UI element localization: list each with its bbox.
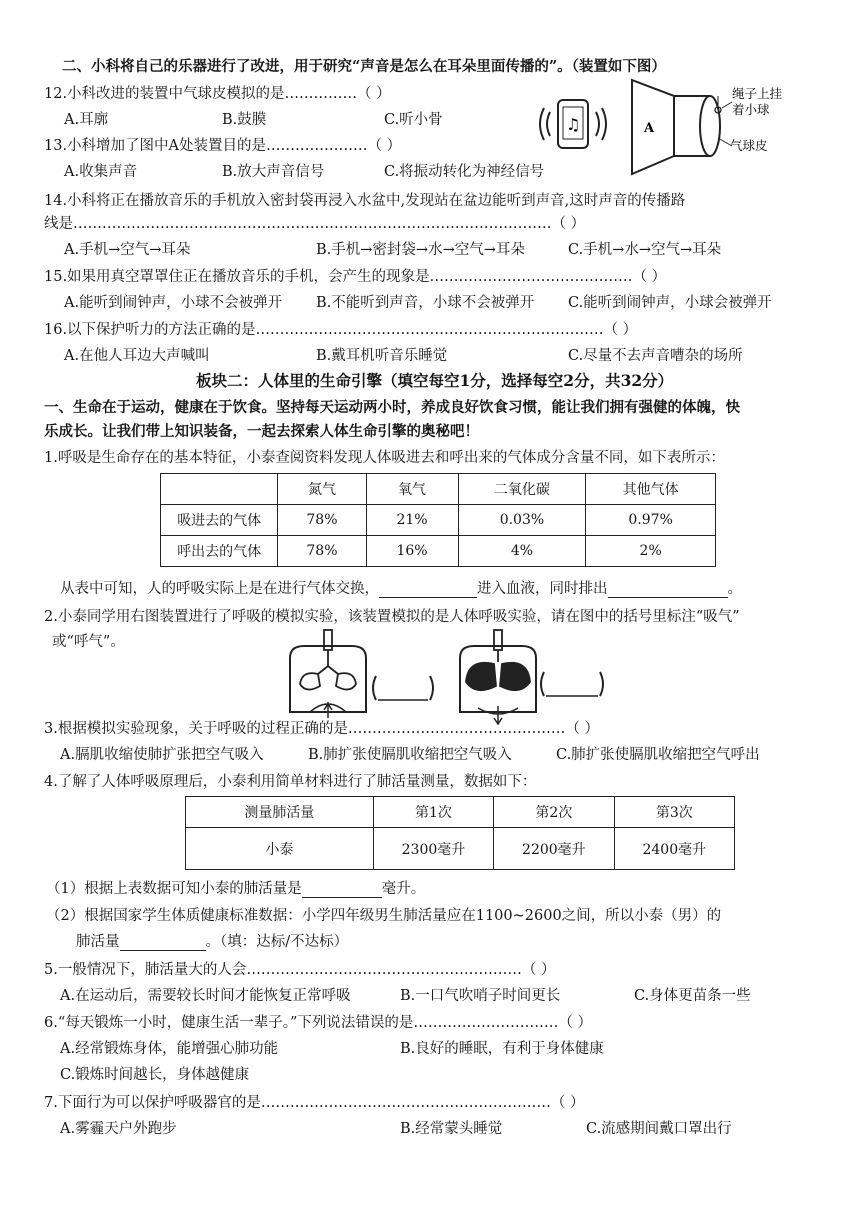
problem-1-fill bbox=[60, 580, 742, 598]
table-header-row bbox=[161, 474, 716, 505]
p7-option-a: A.雾霾天户外跑步 bbox=[60, 1121, 177, 1137]
table-cell: 78% bbox=[278, 536, 366, 567]
q14-option-c: C.手机→水→空气→耳朵 bbox=[568, 242, 722, 258]
question-14-line1: 14.小科将正在播放音乐的手机放入密封袋再浸入水盆中,发现站在盆边能听到声音,这时声音的传播路 bbox=[44, 193, 686, 209]
answer-bracket[interactable] bbox=[373, 676, 433, 700]
fill-text: 。（填：达标/不达标） bbox=[205, 934, 349, 950]
question-16: 16.以下保护听力的方法正确的是………………………………………………………………（ ） bbox=[44, 322, 638, 338]
question-12: 12.小科改进的装置中气球皮模拟的是……………（ ） bbox=[44, 86, 391, 102]
ear-device-diagram bbox=[540, 72, 840, 182]
bell-jar-model-1 bbox=[290, 630, 366, 718]
question-15: 15.如果用真空罩罩住正在播放音乐的手机，会产生的现象是……………………………………（ ） bbox=[44, 269, 667, 285]
question-13: 13.小科增加了图中A处装置目的是…………………（ ） bbox=[44, 138, 402, 154]
problem-3: 3.根据模拟实验现象，关于呼吸的过程正确的是………………………………………（ ） bbox=[44, 721, 599, 737]
answer-blank[interactable] bbox=[608, 582, 728, 598]
problem-4-2-line2 bbox=[76, 933, 348, 951]
answer-bracket[interactable] bbox=[541, 672, 603, 696]
table-header-cell bbox=[161, 474, 278, 505]
intro-line2: 乐成长。让我们带上知识装备，一起去探索人体生命引擎的奥秘吧！ bbox=[44, 423, 479, 440]
p5-option-c: C.身体更苗条一些 bbox=[634, 988, 751, 1004]
table-cell: 0.97% bbox=[586, 505, 716, 536]
q12-option-a: A.耳廓 bbox=[64, 112, 109, 128]
q14-option-b: B.手机→密封袋→水→空气→耳朵 bbox=[316, 242, 525, 258]
p3-option-c: C.肺扩张使膈肌收缩把空气呼出 bbox=[556, 747, 760, 763]
p6-option-b: B.良好的睡眠，有利于身体健康 bbox=[400, 1041, 604, 1057]
table-cell: 4% bbox=[458, 536, 586, 567]
answer-blank[interactable] bbox=[302, 882, 382, 898]
label-balloon: 气球皮 bbox=[730, 138, 768, 153]
table-header-cell: 氧气 bbox=[366, 474, 458, 505]
table-cell: 吸进去的气体 bbox=[161, 505, 278, 536]
problem-2-line1: 2.小泰同学用右图装置进行了呼吸的模拟实验，该装置模拟的是人体呼吸实验，请在图中的括号里标注“吸气” bbox=[44, 609, 740, 625]
label-a: A bbox=[644, 121, 655, 136]
table-cell: 小泰 bbox=[186, 828, 374, 870]
problem-4-2-line1: （2）根据国家学生体质健康标准数据：小学四年级男生肺活量应在1100~2600之间，所以小泰（男）的 bbox=[46, 908, 722, 924]
p7-option-c: C.流感期间戴口罩出行 bbox=[586, 1121, 732, 1137]
p5-option-a: A.在运动后，需要较长时间才能恢复正常呼吸 bbox=[60, 988, 351, 1004]
fill-text: 。 bbox=[727, 581, 742, 597]
table-cell: 2400毫升 bbox=[614, 828, 734, 870]
fill-text: （1）根据上表数据可知小泰的肺活量是 bbox=[46, 881, 302, 897]
table-cell: 2% bbox=[586, 536, 716, 567]
q15-option-c: C.能听到闹钟声，小球会被弹开 bbox=[568, 295, 772, 311]
bell-jar-model-2 bbox=[460, 630, 536, 724]
p7-option-b: B.经常蒙头睡觉 bbox=[400, 1121, 503, 1137]
p3-option-b: B.肺扩张使膈肌收缩把空气吸入 bbox=[308, 747, 512, 763]
lung-capacity-table bbox=[185, 796, 735, 870]
label-rope-2: 着小球 bbox=[732, 102, 770, 117]
svg-text:♫: ♫ bbox=[566, 115, 581, 134]
table-cell: 21% bbox=[366, 505, 458, 536]
problem-1: 1.呼吸是生命存在的基本特征，小泰查阅资料发现人体吸进去和呼出来的气体成分含量不同，如下表所示： bbox=[44, 450, 725, 466]
answer-blank[interactable] bbox=[120, 935, 206, 951]
fill-text: 进入血液，同时排出 bbox=[477, 581, 608, 597]
table-header-row bbox=[186, 797, 735, 828]
q15-option-a: A.能听到闹钟声，小球不会被弹开 bbox=[64, 295, 283, 311]
table-row bbox=[186, 828, 735, 870]
intro-line1: 一、生命在于运动，健康在于饮食。坚持每天运动两小时，养成良好饮食习惯，能让我们拥有强健的体魄，快 bbox=[44, 399, 740, 416]
p6-option-a: A.经常锻炼身体，能增强心肺功能 bbox=[60, 1041, 279, 1057]
table-row bbox=[161, 536, 716, 567]
fill-text: 肺活量 bbox=[76, 934, 120, 950]
fill-text: 从表中可知，人的呼吸实际上是在进行气体交换， bbox=[60, 581, 379, 597]
p3-option-a: A.膈肌收缩使肺扩张把空气吸入 bbox=[60, 747, 264, 763]
section-title: 二、小科将自己的乐器进行了改进，用于研究“声音是怎么在耳朵里面传播的”。（装置如下图） bbox=[62, 58, 666, 75]
table-cell: 0.03% bbox=[458, 505, 586, 536]
table-header-cell: 第3次 bbox=[614, 797, 734, 828]
table-cell: 78% bbox=[278, 505, 366, 536]
q13-option-a: A.收集声音 bbox=[64, 164, 138, 180]
table-cell: 2200毫升 bbox=[494, 828, 614, 870]
q12-option-b: B.鼓膜 bbox=[222, 112, 267, 128]
q14-option-a: A.手机→空气→耳朵 bbox=[64, 242, 191, 258]
gas-table bbox=[160, 473, 716, 567]
table-header-cell: 其他气体 bbox=[586, 474, 716, 505]
problem-4-1 bbox=[46, 880, 425, 898]
label-rope-1: 绳子上挂 bbox=[732, 86, 783, 101]
fill-text: 毫升。 bbox=[381, 881, 426, 897]
q15-option-b: B.不能听到声音，小球不会被弹开 bbox=[316, 295, 535, 311]
table-cell: 呼出去的气体 bbox=[161, 536, 278, 567]
q12-option-c: C.听小骨 bbox=[384, 112, 443, 128]
problem-5: 5.一般情况下，肺活量大的人会…………………………………………………（ ） bbox=[44, 962, 556, 978]
problem-7: 7.下面行为可以保护呼吸器官的是……………………………………………………（ ） bbox=[44, 1095, 585, 1111]
breathing-model-diagram bbox=[280, 628, 620, 724]
q16-option-a: A.在他人耳边大声喊叫 bbox=[64, 348, 210, 364]
table-cell: 2300毫升 bbox=[373, 828, 493, 870]
p6-option-c: C.锻炼时间越长，身体越健康 bbox=[60, 1067, 250, 1083]
p5-option-b: B.一口气吹哨子时间更长 bbox=[400, 988, 561, 1004]
table-header-cell: 二氧化碳 bbox=[458, 474, 586, 505]
phone-icon bbox=[540, 100, 606, 148]
q16-option-c: C.尽量不去声音嘈杂的场所 bbox=[568, 348, 743, 364]
q13-option-c: C.将振动转化为神经信号 bbox=[384, 164, 545, 180]
problem-2-line2: 或“呼气”。 bbox=[52, 634, 125, 650]
problem-4: 4.了解了人体呼吸原理后，小泰利用简单材料进行了肺活量测量，数据如下： bbox=[44, 774, 537, 790]
question-14-line2: 线是………………………………………………………………………………………（ ） bbox=[44, 216, 586, 232]
table-cell: 16% bbox=[366, 536, 458, 567]
problem-6: 6.“每天锻炼一小时，健康生活一辈子。”下列说法错误的是…………………………（ ） bbox=[44, 1015, 593, 1031]
answer-blank[interactable] bbox=[379, 582, 477, 598]
table-header-cell: 氮气 bbox=[278, 474, 366, 505]
table-header-cell: 测量肺活量 bbox=[186, 797, 374, 828]
q13-option-b: B.放大声音信号 bbox=[222, 164, 325, 180]
q16-option-b: B.戴耳机听音乐睡觉 bbox=[316, 348, 448, 364]
table-row bbox=[161, 505, 716, 536]
block-title: 板块二：人体里的生命引擎（填空每空1分，选择每空2分，共32分） bbox=[196, 371, 674, 390]
table-header-cell: 第2次 bbox=[494, 797, 614, 828]
table-header-cell: 第1次 bbox=[373, 797, 493, 828]
